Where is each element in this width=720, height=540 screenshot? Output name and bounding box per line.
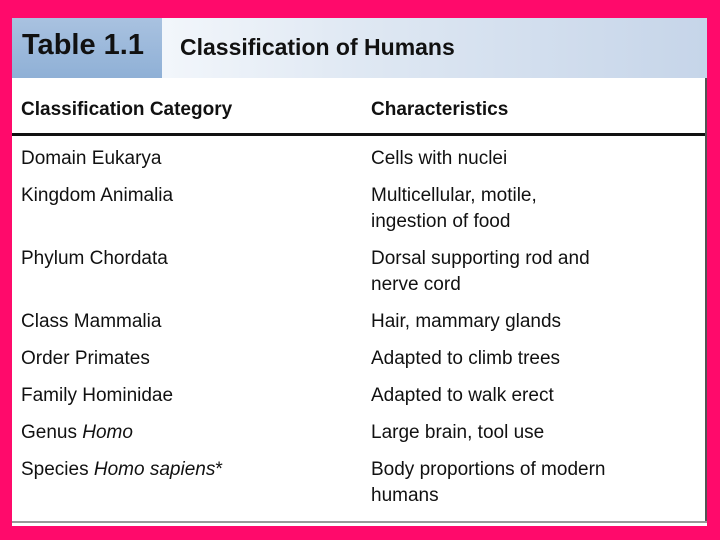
table-cell-characteristics: [371, 146, 701, 172]
taxon-name: Animalia: [100, 185, 174, 206]
table-cell-category: [21, 457, 361, 483]
table-cell-characteristics: [371, 346, 701, 372]
taxon-name: Homo: [82, 422, 133, 443]
characteristics-line: Cells with nuclei: [371, 148, 508, 169]
characteristics-line: Adapted to climb trees: [371, 348, 561, 369]
table-cell-category: [21, 246, 361, 272]
header-classification-category: Classification Category: [21, 99, 233, 120]
characteristics-line: Adapted to walk erect: [371, 385, 554, 406]
table-cell-category: [21, 183, 361, 209]
characteristics-line: humans: [371, 485, 439, 506]
table-cell-characteristics: [371, 246, 701, 298]
taxon-name: Chordata: [89, 248, 168, 269]
table-right-border: [705, 78, 707, 523]
table-cell-characteristics: [371, 309, 701, 335]
rank-label: Genus: [21, 422, 77, 443]
table-number-block: [12, 18, 162, 78]
rank-label: Order: [21, 348, 70, 369]
characteristics-line: nerve cord: [371, 274, 461, 295]
table-bottom-rule: [12, 521, 707, 523]
header-characteristics: Characteristics: [371, 99, 509, 120]
table-number: Table 1.1: [22, 29, 144, 61]
rank-label: Domain: [21, 148, 87, 169]
footnote-marker: *: [215, 459, 223, 480]
table-cell-characteristics: [371, 183, 701, 235]
table-cell-category: [21, 346, 361, 372]
rank-label: Class: [21, 311, 69, 332]
table-cell-category: [21, 309, 361, 335]
characteristics-line: Multicellular, motile,: [371, 185, 537, 206]
taxon-name: Hominidae: [82, 385, 174, 406]
characteristics-line: Large brain, tool use: [371, 422, 545, 443]
rank-label: Family: [21, 385, 77, 406]
table-cell-category: [21, 146, 361, 172]
header-rule: [12, 133, 707, 136]
title-bar: [12, 18, 707, 78]
table-cell-characteristics: [371, 383, 701, 409]
table-title: Classification of Humans: [180, 34, 455, 60]
table-cell-category: [21, 420, 361, 446]
taxon-name: Homo sapiens: [93, 459, 216, 480]
rank-label: Species: [21, 459, 89, 480]
slide: [12, 18, 707, 526]
rank-label: Phylum: [21, 248, 85, 269]
characteristics-line: Body proportions of modern: [371, 459, 606, 480]
table-cell-category: [21, 383, 361, 409]
table-cell-characteristics: [371, 420, 701, 446]
taxon-name: Primates: [74, 348, 150, 369]
table-header-row: [12, 94, 707, 134]
characteristics-line: Dorsal supporting rod and: [371, 248, 590, 269]
characteristics-line: ingestion of food: [371, 211, 511, 232]
table-cell-characteristics: [371, 457, 701, 509]
characteristics-line: Hair, mammary glands: [371, 311, 562, 332]
taxon-name: Mammalia: [73, 311, 162, 332]
taxon-name: Eukarya: [91, 148, 162, 169]
rank-label: Kingdom: [21, 185, 96, 206]
